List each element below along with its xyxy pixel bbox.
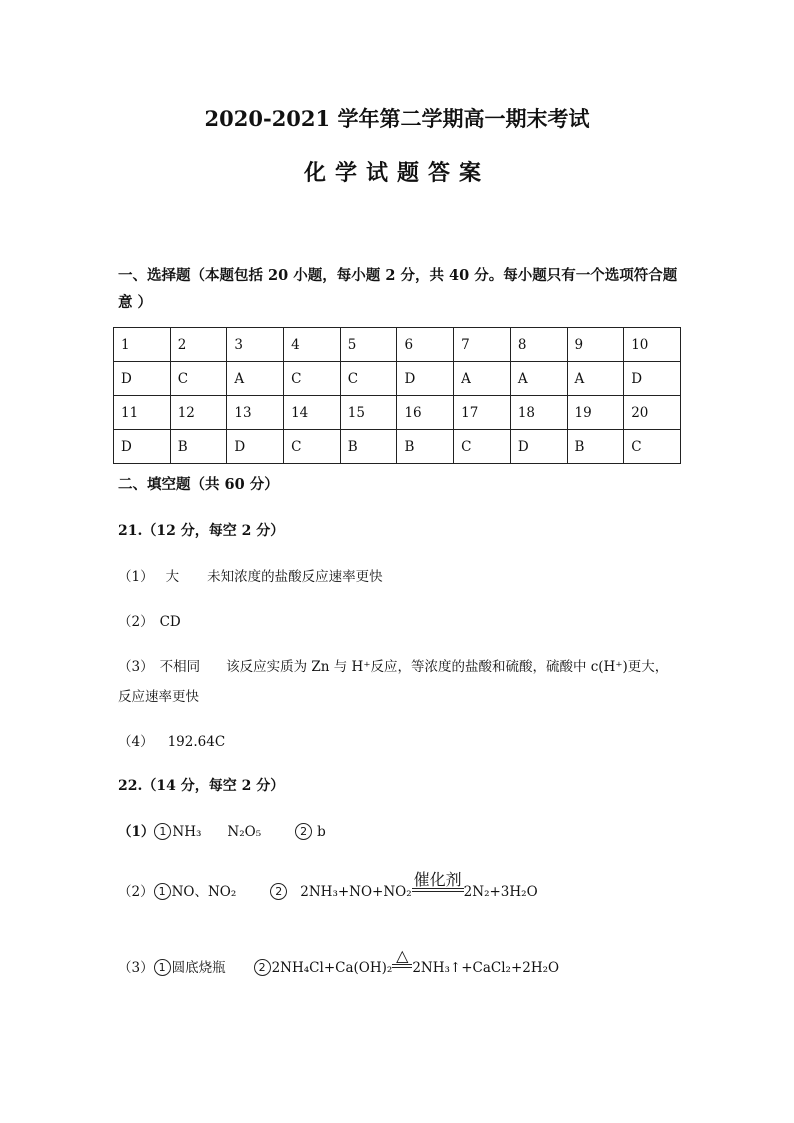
table-row bbox=[114, 430, 681, 464]
equation-lhs: 2NH₃+NO+NO₂ bbox=[300, 884, 412, 900]
equation-rhs: 2NH₃↑+CaCl₂+2H₂O bbox=[412, 960, 560, 976]
circled-number-icon: 1 bbox=[154, 823, 171, 840]
table-cell: D bbox=[114, 430, 171, 464]
table-cell: 19 bbox=[567, 396, 624, 430]
circled-number-icon: 1 bbox=[154, 883, 171, 900]
table-cell: 16 bbox=[397, 396, 454, 430]
answer-table bbox=[113, 327, 681, 464]
q22-answer-1 bbox=[118, 820, 326, 840]
table-cell: D bbox=[397, 362, 454, 396]
answer-label: （3） bbox=[118, 659, 154, 675]
table-cell: A bbox=[510, 362, 567, 396]
q21-answer-3 bbox=[118, 655, 668, 675]
table-cell: C bbox=[624, 430, 681, 464]
table-row bbox=[114, 362, 681, 396]
table-cell: 12 bbox=[170, 396, 227, 430]
table-cell: 18 bbox=[510, 396, 567, 430]
table-cell: 1 bbox=[114, 328, 171, 362]
table-cell: 2 bbox=[170, 328, 227, 362]
q21-answer-1 bbox=[118, 565, 383, 585]
table-cell: A bbox=[227, 362, 284, 396]
answer-value: 圆底烧瓶 bbox=[171, 960, 226, 976]
table-cell: D bbox=[624, 362, 681, 396]
table-cell: B bbox=[567, 430, 624, 464]
heat-icon: △ bbox=[396, 946, 409, 965]
table-cell: 14 bbox=[284, 396, 341, 430]
table-cell: C bbox=[454, 430, 511, 464]
circled-number-icon: 2 bbox=[270, 883, 287, 900]
table-cell: 20 bbox=[624, 396, 681, 430]
table-cell: C bbox=[284, 430, 341, 464]
table-cell: C bbox=[340, 362, 397, 396]
section2-heading: 二、填空题（共 60 分） bbox=[118, 476, 279, 493]
answer-label: （4） bbox=[118, 734, 154, 750]
table-cell: 6 bbox=[397, 328, 454, 362]
circled-number-icon: 2 bbox=[254, 959, 271, 976]
table-cell: 10 bbox=[624, 328, 681, 362]
answer-value: NO、NO₂ bbox=[171, 884, 237, 900]
reaction-condition bbox=[392, 946, 412, 972]
table-cell: 4 bbox=[284, 328, 341, 362]
answer-label: （2） bbox=[118, 614, 154, 630]
table-cell: C bbox=[284, 362, 341, 396]
answer-label: （1） bbox=[118, 824, 155, 840]
answer-value: 192.64C bbox=[167, 734, 226, 750]
document-title: 2020-2021 学年第二学期高一期末考试 bbox=[204, 106, 590, 131]
q21-answer-4 bbox=[118, 730, 225, 750]
equation-lhs: 2NH₄Cl+Ca(OH)₂ bbox=[271, 960, 393, 976]
answer-label: （1） bbox=[118, 569, 154, 585]
table-cell: 8 bbox=[510, 328, 567, 362]
section1-heading: 一、选择题（本题包括 20 小题，每小题 2 分，共 40 分。每小题只有一个选项符合题意 ） bbox=[118, 267, 678, 311]
q21-answer-2 bbox=[118, 610, 181, 630]
answer-value: b bbox=[317, 824, 326, 840]
table-cell: 13 bbox=[227, 396, 284, 430]
table-cell: 7 bbox=[454, 328, 511, 362]
condition-label: 催化剂 bbox=[413, 870, 462, 889]
table-cell: D bbox=[114, 362, 171, 396]
q21-answer-3-cont: 反应速率更快 bbox=[118, 689, 199, 705]
answer-value: 未知浓度的盐酸反应速率更快 bbox=[207, 569, 383, 585]
answer-value: N₂O₅ bbox=[227, 824, 262, 840]
table-cell: D bbox=[227, 430, 284, 464]
q22-answer-2 bbox=[118, 870, 538, 900]
equation-rhs: 2N₂+3H₂O bbox=[463, 884, 538, 900]
answer-value: CD bbox=[159, 614, 181, 630]
table-cell: 9 bbox=[567, 328, 624, 362]
answer-label: （3） bbox=[118, 960, 154, 976]
q22-heading: 22.（14 分，每空 2 分） bbox=[118, 778, 285, 794]
table-cell: 15 bbox=[340, 396, 397, 430]
document-subtitle: 化学试题答案 bbox=[303, 160, 490, 186]
table-cell: B bbox=[340, 430, 397, 464]
table-cell: D bbox=[510, 430, 567, 464]
answer-value: 大 bbox=[165, 569, 180, 585]
table-cell: A bbox=[454, 362, 511, 396]
table-cell: A bbox=[567, 362, 624, 396]
answer-label: （2） bbox=[118, 884, 154, 900]
table-cell: C bbox=[170, 362, 227, 396]
reaction-condition bbox=[412, 870, 464, 896]
answer-value: NH₃ bbox=[172, 824, 202, 840]
table-cell: B bbox=[397, 430, 454, 464]
table-row bbox=[114, 328, 681, 362]
q21-heading: 21.（12 分，每空 2 分） bbox=[118, 523, 285, 539]
table-cell: 11 bbox=[114, 396, 171, 430]
answer-value: 该反应实质为 Zn 与 H⁺反应，等浓度的盐酸和硫酸，硫酸中 c(H⁺)更大， bbox=[226, 659, 669, 675]
table-cell: B bbox=[170, 430, 227, 464]
answer-value: 不相同 bbox=[159, 659, 201, 675]
q22-answer-3 bbox=[118, 946, 560, 976]
circled-number-icon: 2 bbox=[295, 823, 312, 840]
table-cell: 3 bbox=[227, 328, 284, 362]
table-cell: 5 bbox=[340, 328, 397, 362]
table-row bbox=[114, 396, 681, 430]
circled-number-icon: 1 bbox=[154, 959, 171, 976]
table-cell: 17 bbox=[454, 396, 511, 430]
